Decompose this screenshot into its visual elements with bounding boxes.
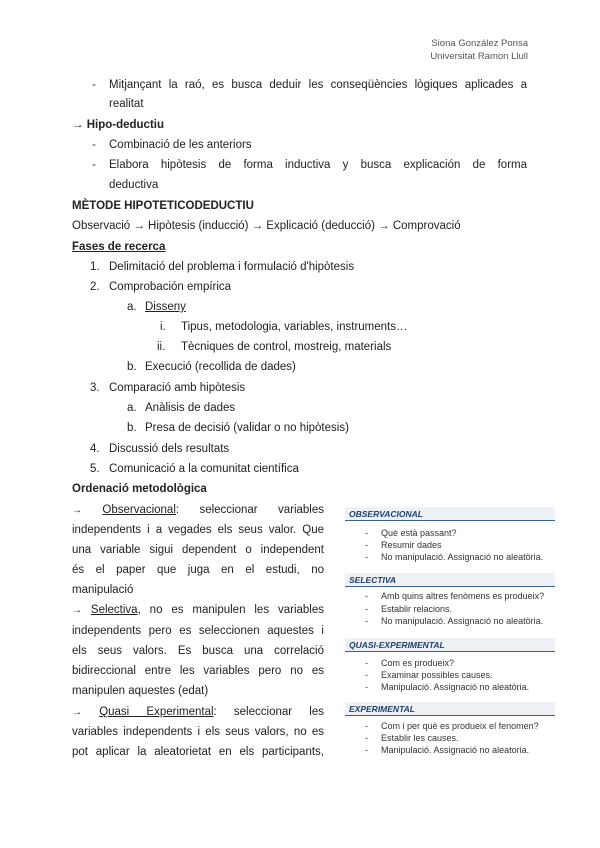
box-dash: - [365,721,368,731]
obs-line: és el paper que juga en el estudi, no [72,564,324,576]
fase-text: Comparació amb hipòtesis [109,382,246,394]
intro-line-2: realitat [109,98,144,110]
box-dash: - [365,682,368,692]
fase-num: b. [127,361,137,373]
box-dash: - [365,745,368,755]
box-item: Què està passant? [381,528,457,538]
author-name: Siona González Ponsa [431,38,528,49]
obs-line: independents i a vegades els seus valor. Que [72,524,324,536]
page-header [430,37,528,63]
box-heading: SELECTIVA [345,573,555,587]
fase-text: Delimitació del problema i formulació d'hipòtesis [109,261,355,273]
box-item: No manipulació. Assignació no aleatòria. [381,616,544,626]
sel-rest: , no es manipulen les variables [137,604,324,616]
box-item: Manipulació. Assignació no aleatoria. [381,745,530,755]
fase-num: a. [127,402,137,414]
hipo-item-2-line-1: Elabora hipòtesis de forma inductiva y busca explicación de forma [109,159,527,171]
fase-text: Tipus, metodologia, variables, instruments… [181,321,408,333]
sel-line: els seus valors. Es busca una correlació [72,645,324,657]
obs-line-0 [72,503,324,518]
qe-label: Quasi Experimental [99,706,214,718]
fase-text: Comunicació a la comunitat científica [109,463,299,475]
obs-line: manipulació [72,584,134,596]
fase-num: i. [160,321,166,333]
box-dash: - [365,552,368,562]
fase-num: 1. [90,261,100,273]
fase-text: Execució (recollida de dades) [145,361,296,373]
box-item: Examinar possibles causes. [381,670,493,680]
box-item: Establir les causes. [381,733,459,743]
fase-text: Anàlisis de dades [145,402,236,414]
obs-line: una variable sigui dependent o independent [72,544,324,556]
box-item: Establir relacions. [381,604,453,614]
box-dash: - [365,528,368,538]
fase-text: Disseny [145,301,186,313]
fases-title: Fases de recerca [72,241,166,253]
qe-rest: : seleccionar les [213,706,324,718]
box-heading: EXPERIMENTAL [345,702,555,716]
box-experimental [345,702,555,760]
hipo-item-2-line-2: deductiva [109,179,159,191]
obs-label: Observacional [102,504,176,516]
bullet-dash: - [92,79,96,91]
box-dash: - [365,658,368,668]
box-heading: QUASI-EXPERIMENTAL [345,638,555,652]
box-quasi-experimental [345,638,555,698]
box-item: Resumir dades [381,540,442,550]
box-item: Com i per què es produeix el fenomen? [381,721,539,731]
box-dash: - [365,604,368,614]
fase-num: 3. [90,382,100,394]
qe-line: variables independents i els seus valors, no es [72,726,324,738]
box-dash: - [365,540,368,550]
bullet-dash: - [92,139,96,151]
obs-rest: : seleccionar variables [175,504,324,516]
fase-text: Tècniques de control, mostreig, materials [181,341,392,353]
ordenacio-title: Ordenació metodològica [72,483,207,495]
box-selectiva [345,573,555,633]
fase-num: b. [127,422,137,434]
fase-num: 2. [90,281,100,293]
qe-line-0 [72,705,324,720]
fase-text: Presa de decisió (validar o no hipòtesis) [145,422,349,434]
sel-line: independents pero es seleccionen aquestes i [72,625,324,637]
arrow-icon: → [72,605,82,616]
fase-num: 5. [90,463,100,475]
fase-num: a. [127,301,137,313]
box-item: Amb quins altres fenòmens es produeix? [381,591,545,601]
hipo-title: → Hipo-deductiu [72,119,164,131]
sel-line: bidireccional entre les variables pero no es [72,665,324,677]
intro-line-1: Mitjançant la raó, es busca deduir les conseqüències lògiques aplicades a [109,79,527,91]
fase-text: Discussió dels resultats [109,443,230,455]
bullet-dash: - [92,159,96,171]
box-item: Manipulació. Assignació no aleatòria. [381,682,530,692]
metode-title: MÈTODE HIPOTETICODEDUCTIU [72,200,254,212]
fase-text: Comprobación empírica [109,281,232,293]
fase-num: 4. [90,443,100,455]
box-heading: OBSERVACIONAL [345,507,555,521]
qe-line: pot aplicar la aleatorietat en els participants, [72,746,324,758]
box-dash: - [365,733,368,743]
sel-label: Selectiva [90,604,138,616]
arrow-icon: → [72,707,82,718]
hipo-item-1: Combinació de les anteriors [109,139,252,151]
sel-line: manipulen aquestes (edat) [72,685,209,697]
box-dash: - [365,591,368,601]
metode-flow: Observació → Hipòtesis (inducció) → Explicació (deducció) → Comprovació [72,220,461,232]
sel-line-0 [72,603,324,618]
box-observacional [345,507,555,567]
box-item: No manipulació. Assignació no aleatòria. [381,552,544,562]
university-name: Universitat Ramon Llull [430,51,528,62]
box-item: Com es produeix? [381,658,455,668]
box-dash: - [365,616,368,626]
fase-num: ii. [157,341,166,353]
arrow-icon: → [72,505,82,516]
box-dash: - [365,670,368,680]
